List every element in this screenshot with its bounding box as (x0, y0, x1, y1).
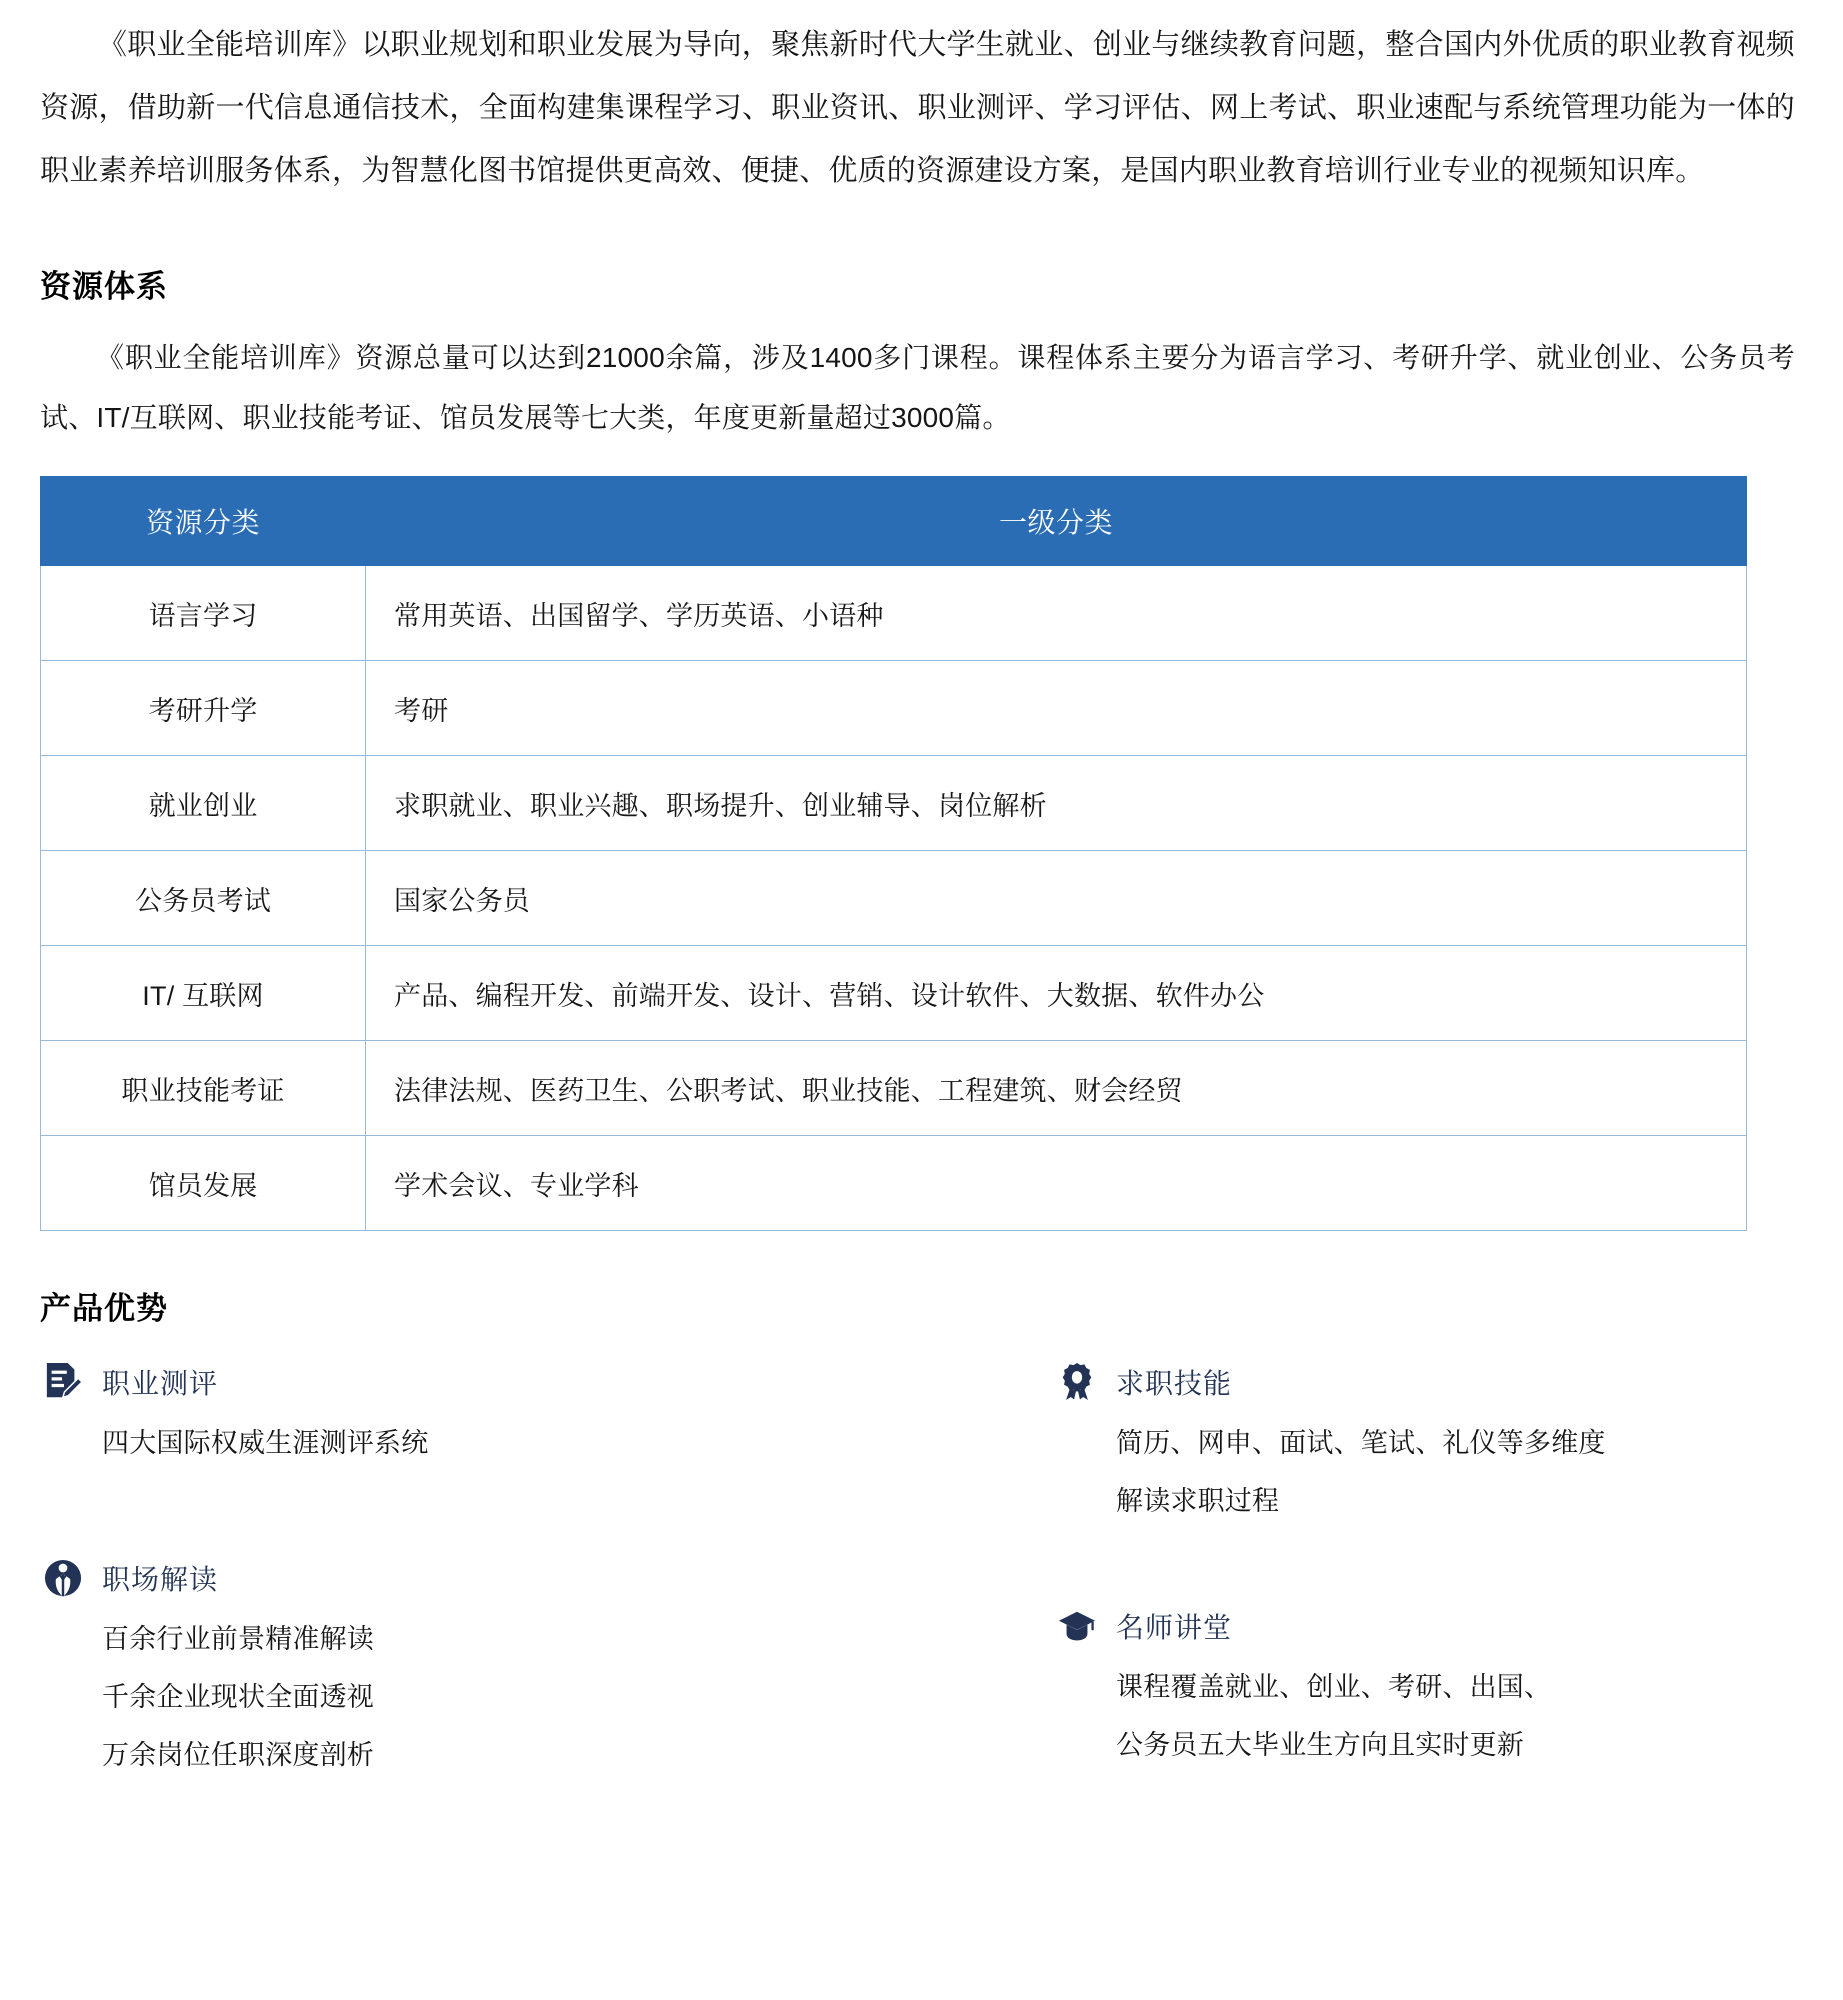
table-row (41, 1041, 1747, 1136)
graduation-cap-icon (1058, 1606, 1096, 1646)
cell-subcategory: 常用英语、出国留学、学历英语、小语种 (366, 566, 1747, 661)
column-header-category: 资源分类 (41, 477, 366, 566)
column-header-subcategory: 一级分类 (366, 477, 1747, 566)
document-pencil-icon (44, 1362, 82, 1402)
advantage-item-career-assessment (44, 1362, 864, 1472)
advantage-header (44, 1558, 864, 1598)
advantage-line: 万余岗位任职深度剖析 (102, 1740, 374, 1770)
advantage-lines (44, 1402, 864, 1472)
section-heading-resource: 资源体系 (40, 269, 168, 304)
advantage-line: 解读求职过程 (1116, 1486, 1280, 1516)
cell-subcategory: 国家公务员 (366, 851, 1747, 946)
resource-description: 《职业全能培训库》资源总量可以达到21000余篇，涉及1400多门课程。课程体系主要分为语言学习、考研升学、就业创业、公务员考试、IT/互联网、职业技能考证、馆员发展等七大类，年度更新量超过3000篇。 (40, 342, 1795, 433)
advantage-header (1058, 1606, 1843, 1646)
cell-subcategory: 求职就业、职业兴趣、职场提升、创业辅导、岗位解析 (366, 756, 1747, 851)
cell-category: 公务员考试 (41, 851, 366, 946)
resource-table-wrapper (40, 448, 1795, 1231)
cell-subcategory: 学术会议、专业学科 (366, 1136, 1747, 1231)
advantage-title: 职业测评 (102, 1368, 219, 1399)
advantage-lines (44, 1598, 864, 1784)
advantage-title: 职场解读 (102, 1564, 219, 1595)
cell-subcategory: 考研 (366, 661, 1747, 756)
cell-category: 馆员发展 (41, 1136, 366, 1231)
advantage-grid (40, 1328, 1795, 1792)
advantage-item-workplace-insight (44, 1558, 864, 1784)
cell-category: 考研升学 (41, 661, 366, 756)
cell-category: 就业创业 (41, 756, 366, 851)
advantage-line: 千余企业现状全面透视 (102, 1682, 374, 1712)
cell-category: 职业技能考证 (41, 1041, 366, 1136)
cell-subcategory: 产品、编程开发、前端开发、设计、营销、设计软件、大数据、软件办公 (366, 946, 1747, 1041)
cell-category: IT/ 互联网 (41, 946, 366, 1041)
table-row (41, 756, 1747, 851)
cell-subcategory: 法律法规、医药卫生、公职考试、职业技能、工程建筑、财会经贸 (366, 1041, 1747, 1136)
advantage-title: 名师讲堂 (1116, 1612, 1233, 1643)
table-row (41, 566, 1747, 661)
award-medal-icon (1058, 1362, 1096, 1402)
advantage-header (1058, 1362, 1843, 1402)
intro-paragraph: 《职业全能培训库》以职业规划和职业发展为导向，聚焦新时代大学生就业、创业与继续教育问题，整合国内外优质的职业教育视频资源，借助新一代信息通信技术，全面构建集课程学习、职业资讯、职业测评、学习评估、网上考试、职业速配与系统管理功能为一体的职业素养培训服务体系，为智慧化图书馆提供更高效、便捷、优质的资源建设方案，是国内职业教育培训行业专业的视频知识库。 (40, 29, 1795, 187)
advantage-lines (1058, 1402, 1843, 1530)
advantage-title: 求职技能 (1116, 1368, 1233, 1399)
advantage-item-master-lectures (1058, 1606, 1843, 1774)
advantage-lines (1058, 1646, 1843, 1774)
section-heading-advantage: 产品优势 (40, 1291, 168, 1326)
advantage-line: 四大国际权威生涯测评系统 (102, 1428, 429, 1458)
table-header (41, 477, 1747, 566)
table-row (41, 661, 1747, 756)
advantage-header (44, 1362, 864, 1402)
advantage-item-job-skills (1058, 1362, 1843, 1530)
business-person-icon (44, 1558, 82, 1598)
advantage-line: 百余行业前景精准解读 (102, 1624, 374, 1654)
resource-table (40, 476, 1747, 1231)
table-row (41, 851, 1747, 946)
cell-category: 语言学习 (41, 566, 366, 661)
table-header-row (41, 477, 1747, 566)
table-row (41, 946, 1747, 1041)
advantage-line: 课程覆盖就业、创业、考研、出国、 (1116, 1672, 1552, 1702)
advantage-line: 简历、网申、面试、笔试、礼仪等多维度 (1116, 1428, 1606, 1458)
table-row (41, 1136, 1747, 1231)
advantage-line: 公务员五大毕业生方向且实时更新 (1116, 1730, 1524, 1760)
table-body (41, 566, 1747, 1231)
